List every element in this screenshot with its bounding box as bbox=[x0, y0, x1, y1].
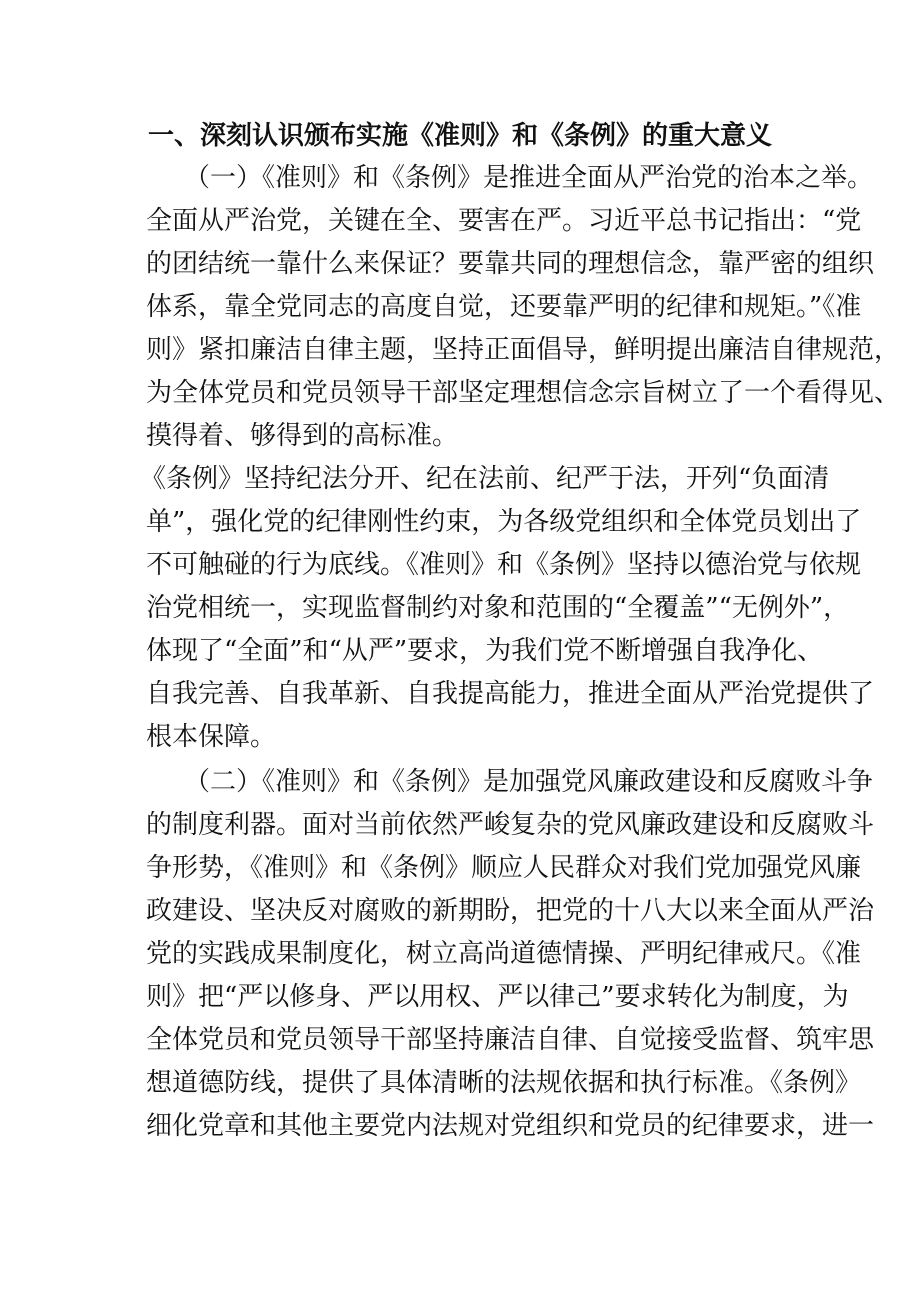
paragraph-3-line-8: 想道德防线，提供了具体清晰的法规依据和执行标准。《条例》 bbox=[146, 1068, 862, 1098]
paragraph-1-line-3: 的团结统一靠什么来保证？要靠共同的理想信念，靠严密的组织 bbox=[146, 249, 875, 279]
paragraph-3-line-6: 则》把“严以修身、严以用权、严以律己”要求转化为制度，为 bbox=[146, 982, 849, 1012]
paragraph-2-line-1: 《条例》坚持纪法分开、纪在法前、纪严于法，开列“负面清 bbox=[140, 464, 830, 494]
paragraph-1-line-7: 摸得着、够得到的高标准。 bbox=[146, 421, 459, 451]
paragraph-1-line-4: 体系，靠全党同志的高度自觉，还要靠严明的纪律和规矩。”《准 bbox=[146, 292, 862, 322]
paragraph-2-line-6: 自我完善、自我革新、自我提高能力，推进全面从严治党提供了 bbox=[146, 679, 875, 709]
paragraph-1-line-2: 全面从严治党，关键在全、要害在严。习近平总书记指出：“党 bbox=[146, 206, 862, 236]
paragraph-3-line-3: 争形势，《准则》和《条例》顺应人民群众对我们党加强党风廉 bbox=[146, 853, 862, 883]
paragraph-2-line-5: 体现了“全面”和“从严”要求，为我们党不断增强自我净化、 bbox=[146, 636, 824, 666]
paragraph-3-line-9: 细化党章和其他主要党内法规对党组织和党员的纪律要求，进一 bbox=[146, 1111, 875, 1141]
paragraph-2-line-4: 治党相统一，实现监督制约对象和范围的“全覆盖”“无例外”， bbox=[146, 593, 850, 623]
paragraph-3-line-2: 的制度利器。面对当前依然严峻复杂的党风廉政建设和反腐败斗 bbox=[146, 810, 875, 840]
paragraph-1-line-1: （一）《准则》和《条例》是推进全面从严治党的治本之举。 bbox=[184, 163, 874, 193]
paragraph-1-line-5: 则》紧扣廉洁自律主题，坚持正面倡导，鲜明提出廉洁自律规范， bbox=[146, 335, 901, 365]
paragraph-2-line-3: 不可触碰的行为底线。《准则》和《条例》坚持以德治党与依规 bbox=[146, 550, 862, 580]
paragraph-1-line-6: 为全体党员和党员领导干部坚定理想信念宗旨树立了一个看得见、 bbox=[146, 378, 901, 408]
paragraph-2-line-2: 单”，强化党的纪律刚性约束，为各级党组织和全体党员划出了 bbox=[146, 507, 862, 537]
paragraph-3-line-5: 党的实践成果制度化，树立高尚道德情操、严明纪律戒尺。《准 bbox=[146, 939, 862, 969]
paragraph-2-line-7: 根本保障。 bbox=[146, 722, 277, 752]
paragraph-3-line-4: 政建设、坚决反对腐败的新期盼，把党的十八大以来全面从严治 bbox=[146, 896, 875, 926]
paragraph-3-line-1: （二）《准则》和《条例》是加强党风廉政建设和反腐败斗争 bbox=[184, 767, 874, 797]
paragraph-3-line-7: 全体党员和党员领导干部坚持廉洁自律、自觉接受监督、筑牢思 bbox=[146, 1025, 875, 1055]
section-heading: 一、深刻认识颁布实施《准则》和《条例》的重大意义 bbox=[147, 121, 772, 151]
